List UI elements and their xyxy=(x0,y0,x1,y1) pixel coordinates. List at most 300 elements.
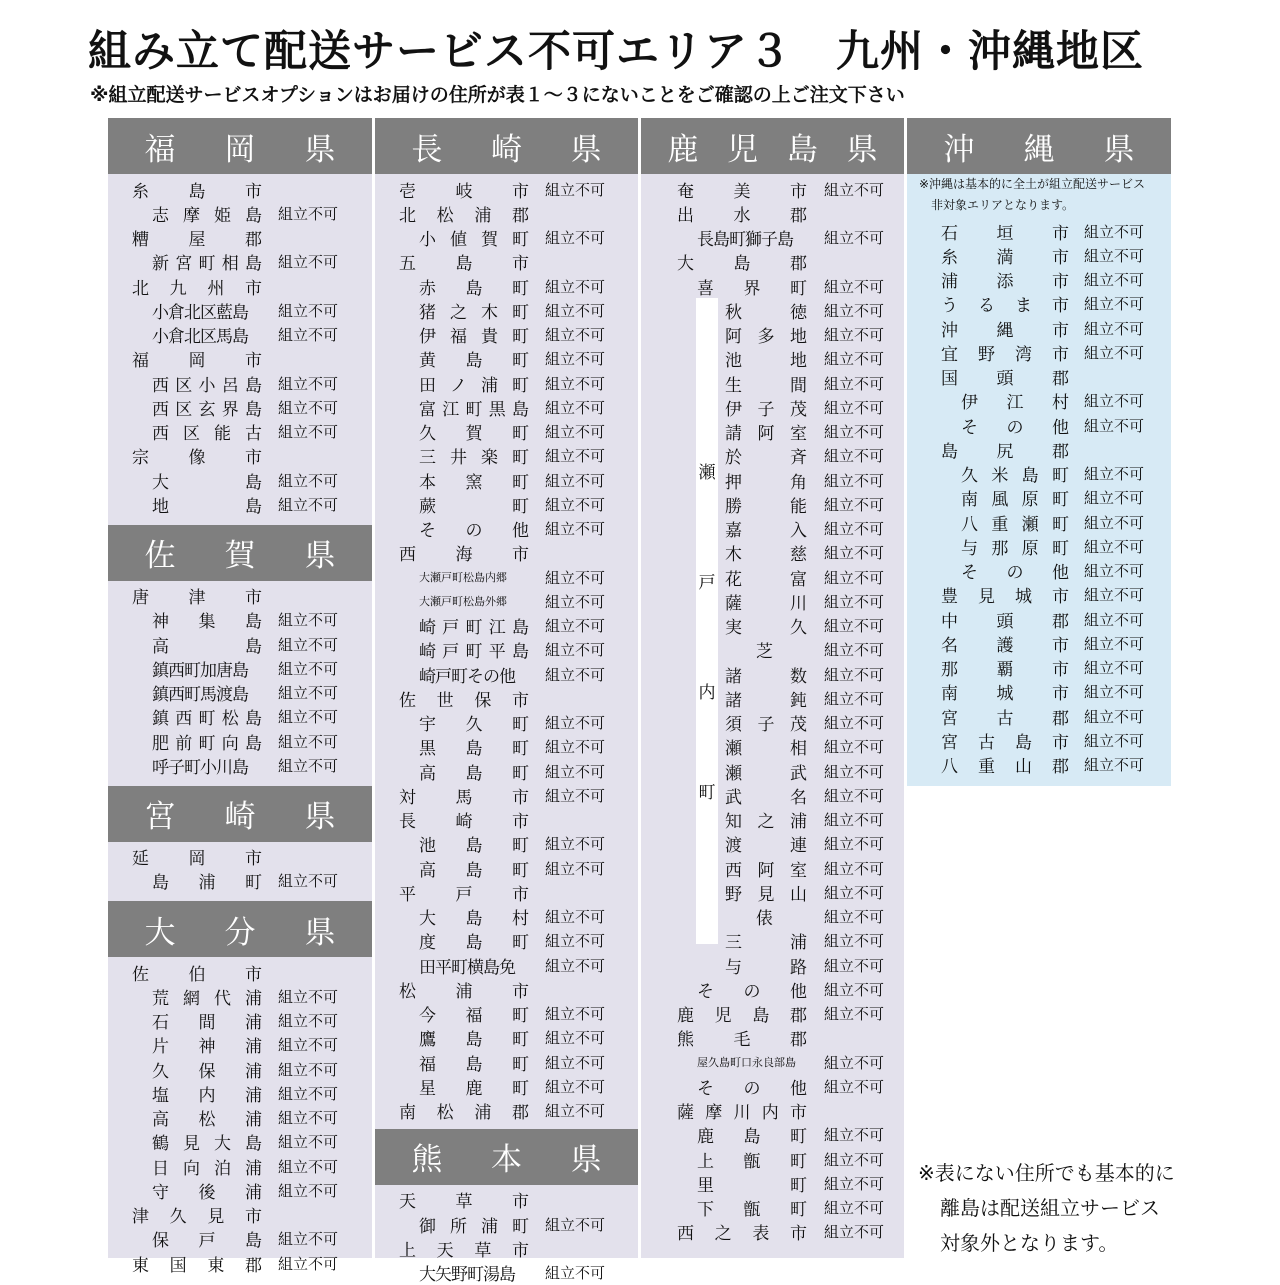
area-name: 薩 摩 川 内 市 xyxy=(677,1103,807,1123)
area-row xyxy=(108,1033,372,1057)
prefecture-header-char: 県 xyxy=(304,914,336,951)
area-name: 大 島 xyxy=(152,472,262,493)
area-name: 石 間 浦 xyxy=(152,1013,262,1033)
not-available-tag: 組立不可 xyxy=(545,326,606,344)
area-name: 宮 古 郡 xyxy=(941,708,1069,729)
area-row xyxy=(907,680,1171,704)
area-name: 呼子町小川島 xyxy=(152,757,248,778)
not-available-tag: 組立不可 xyxy=(824,495,885,514)
not-available-tag: 組立不可 xyxy=(545,423,606,441)
prefecture-header-char: 賀 xyxy=(224,538,256,574)
not-available-tag: 組立不可 xyxy=(824,786,885,805)
area-name: 秋 徳 xyxy=(725,302,807,323)
area-row xyxy=(375,492,638,516)
area-row xyxy=(108,347,372,371)
not-available-tag: 組立不可 xyxy=(278,398,339,417)
not-available-tag: 組立不可 xyxy=(278,708,339,727)
not-available-tag: 組立不可 xyxy=(824,762,885,781)
area-row xyxy=(375,759,638,783)
area-row xyxy=(641,323,904,347)
not-available-tag: 組立不可 xyxy=(545,908,606,926)
area-name: 保 戸 島 xyxy=(152,1231,262,1252)
prefecture-header xyxy=(375,118,638,174)
not-available-tag: 組立不可 xyxy=(278,1109,339,1127)
not-available-tag: 組立不可 xyxy=(545,859,606,878)
area-name: 対 馬 市 xyxy=(399,787,529,808)
not-available-tag: 組立不可 xyxy=(278,732,339,751)
not-available-tag: 組立不可 xyxy=(545,738,606,757)
prefecture-header-char: 沖 xyxy=(943,131,975,168)
not-available-tag: 組立不可 xyxy=(824,447,885,466)
prefecture-header-char: 崎 xyxy=(224,799,256,835)
prefecture-header xyxy=(907,118,1171,174)
area-name: 宮 古 島 市 xyxy=(941,732,1069,753)
not-available-tag: 組立不可 xyxy=(278,1254,339,1273)
area-name: 南 風 原 町 xyxy=(961,490,1069,511)
not-available-tag: 組立不可 xyxy=(545,1029,606,1048)
not-available-tag: 組立不可 xyxy=(824,277,885,296)
not-available-tag: 組立不可 xyxy=(1084,319,1145,338)
not-available-tag: 組立不可 xyxy=(545,1077,606,1096)
area-row xyxy=(641,274,904,298)
area-name: 高 島 町 xyxy=(419,860,529,881)
area-row xyxy=(375,905,638,929)
not-available-tag: 組立不可 xyxy=(545,714,606,732)
area-name: 五 島 市 xyxy=(399,254,529,275)
prefecture-header-char: 児 xyxy=(727,131,759,168)
not-available-tag: 組立不可 xyxy=(1084,731,1145,750)
area-name: 八 重 瀬 町 xyxy=(961,514,1069,535)
not-available-tag: 組立不可 xyxy=(824,956,885,975)
area-name: 小 値 賀 町 xyxy=(419,230,529,250)
not-available-tag: 組立不可 xyxy=(1084,343,1145,362)
area-row xyxy=(375,347,638,371)
area-name: 三 浦 xyxy=(725,933,807,954)
area-row xyxy=(641,856,904,880)
not-available-tag: 組立不可 xyxy=(278,1230,339,1249)
prefecture-header xyxy=(108,901,372,957)
area-row xyxy=(375,614,638,638)
area-name: 久 賀 町 xyxy=(419,424,529,444)
area-name: 与 那 原 町 xyxy=(961,538,1069,559)
area-name: そ の 他 xyxy=(961,563,1069,583)
area-row xyxy=(375,589,638,613)
not-available-tag: 組立不可 xyxy=(824,641,885,660)
area-row xyxy=(108,584,372,608)
area-row xyxy=(641,565,904,589)
area-name: 宇 久 町 xyxy=(419,715,529,735)
not-available-tag: 組立不可 xyxy=(545,932,606,951)
area-row xyxy=(375,1099,638,1123)
area-name: 糸 満 市 xyxy=(941,247,1069,268)
prefecture-header-char: 長 xyxy=(411,131,443,168)
not-available-tag: 組立不可 xyxy=(545,301,606,320)
prefecture-header-char: 分 xyxy=(224,914,256,951)
area-row xyxy=(641,1099,904,1123)
area-row xyxy=(375,1212,638,1236)
area-row xyxy=(108,705,372,729)
area-row xyxy=(907,753,1171,777)
not-available-tag: 組立不可 xyxy=(824,1005,885,1023)
prefecture-header-char: 県 xyxy=(1103,131,1135,168)
not-available-tag: 組立不可 xyxy=(545,956,606,975)
area-row xyxy=(108,444,372,468)
prefecture-header-char: 岡 xyxy=(224,131,256,168)
area-row xyxy=(375,735,638,759)
not-available-tag: 組立不可 xyxy=(278,1181,339,1200)
not-available-tag: 組立不可 xyxy=(545,617,606,635)
prefecture-header-char: 県 xyxy=(304,799,336,835)
not-available-tag: 組立不可 xyxy=(824,1223,885,1242)
not-available-tag: 組立不可 xyxy=(545,641,606,660)
area-name: 俵 xyxy=(756,909,773,929)
area-row xyxy=(907,292,1171,316)
area-name: 鶴 見 大 島 xyxy=(152,1134,262,1155)
area-row xyxy=(641,614,904,638)
area-name: 石 垣 市 xyxy=(941,223,1069,244)
area-name: 諸 鈍 xyxy=(725,690,807,711)
area-name: 延 岡 市 xyxy=(132,849,262,869)
area-name: 田 ノ 浦 町 xyxy=(419,375,529,396)
area-row xyxy=(641,1196,904,1220)
not-available-tag: 組立不可 xyxy=(278,659,339,678)
area-name: う る ま 市 xyxy=(941,296,1069,317)
area-name: 高 松 浦 xyxy=(152,1110,262,1130)
not-available-tag: 組立不可 xyxy=(824,471,885,490)
area-row xyxy=(108,201,372,225)
area-name: 野 見 山 xyxy=(725,884,807,905)
area-name: 嘉 入 xyxy=(725,521,807,541)
area-row xyxy=(375,298,638,322)
not-available-tag: 組立不可 xyxy=(278,611,339,630)
area-row xyxy=(108,323,372,347)
okinawa-column xyxy=(907,118,1171,786)
area-row xyxy=(375,856,638,880)
area-name: 津 久 見 市 xyxy=(132,1207,262,1227)
area-name: 渡 連 xyxy=(725,836,807,857)
area-name: 木 慈 xyxy=(725,545,807,566)
area-name: 肥 前 町 向 島 xyxy=(152,733,262,754)
area-name: 長 崎 市 xyxy=(399,812,529,832)
area-row xyxy=(375,1050,638,1074)
prefecture-header xyxy=(375,1129,638,1185)
not-available-tag: 組立不可 xyxy=(1084,392,1145,411)
not-available-tag: 組立不可 xyxy=(824,714,885,732)
area-row xyxy=(108,845,372,869)
area-name: 阿 多 地 xyxy=(725,327,807,347)
area-row xyxy=(907,437,1171,461)
area-row xyxy=(641,201,904,225)
not-available-tag: 組立不可 xyxy=(278,1012,339,1030)
area-row xyxy=(641,420,904,444)
area-name: 御 所 浦 町 xyxy=(419,1216,529,1237)
not-available-tag: 組立不可 xyxy=(1084,756,1145,774)
prefecture-header-char: 県 xyxy=(846,131,878,168)
footnote-line: 離島は配送組立サービス xyxy=(940,1196,1160,1220)
not-available-tag: 組立不可 xyxy=(1084,246,1145,265)
area-row xyxy=(108,1154,372,1178)
area-row xyxy=(641,832,904,856)
not-available-tag: 組立不可 xyxy=(1084,513,1145,532)
not-available-tag: 組立不可 xyxy=(545,1005,606,1023)
area-name: 国 頭 郡 xyxy=(941,369,1069,389)
not-available-tag: 組立不可 xyxy=(278,326,339,344)
area-row xyxy=(907,559,1171,583)
prefecture-header-char: 宮 xyxy=(144,799,176,835)
setouchi-vertical-char: 戸 xyxy=(698,573,716,593)
area-name: 松 浦 市 xyxy=(399,981,529,1002)
area-name: 南 松 浦 郡 xyxy=(399,1103,529,1123)
area-name: 薩 川 xyxy=(725,593,807,614)
not-available-tag: 組立不可 xyxy=(824,398,885,417)
area-name: 鹿 島 町 xyxy=(697,1127,807,1148)
area-row xyxy=(108,274,372,298)
area-row xyxy=(641,1123,904,1147)
area-row xyxy=(641,1074,904,1098)
area-row xyxy=(375,977,638,1001)
area-row xyxy=(907,728,1171,752)
area-row xyxy=(108,1106,372,1130)
area-name: 島 浦 町 xyxy=(152,873,262,894)
area-name: 地 島 xyxy=(152,496,262,517)
area-row xyxy=(108,1227,372,1251)
area-row xyxy=(108,177,372,201)
setouchi-vertical-char: 町 xyxy=(698,783,716,803)
area-name: 大 島 村 xyxy=(419,909,529,929)
area-name: 出 水 郡 xyxy=(677,205,807,226)
area-row xyxy=(375,711,638,735)
area-row xyxy=(108,632,372,656)
area-row xyxy=(907,607,1171,631)
prefecture-header-char: 鹿 xyxy=(667,131,699,168)
prefecture-header-char: 熊 xyxy=(411,1142,443,1179)
area-name: 塩 内 浦 xyxy=(152,1085,262,1106)
area-name: 崎戸町その他 xyxy=(419,666,515,687)
area-row xyxy=(641,783,904,807)
area-name: 高 島 町 xyxy=(419,763,529,784)
area-row xyxy=(108,656,372,680)
page-subtitle: ※組立配送サービスオプションはお届けの住所が表１～３にないことをご確認の上ご注文下さい xyxy=(90,84,905,106)
area-name: 長島町獅子島 xyxy=(697,230,793,250)
page-title: 組み立て配送サービス不可エリア３ 九州・沖縄地区 xyxy=(88,27,1144,77)
area-row xyxy=(375,929,638,953)
area-name: 高 島 xyxy=(152,636,262,657)
not-available-tag: 組立不可 xyxy=(545,592,606,611)
not-available-tag: 組立不可 xyxy=(1084,562,1145,580)
not-available-tag: 組立不可 xyxy=(824,811,885,829)
prefecture-header-char: 大 xyxy=(144,914,176,951)
area-row xyxy=(641,1171,904,1195)
area-row xyxy=(108,1081,372,1105)
area-name: そ の 他 xyxy=(419,521,529,541)
area-name: 瀬 武 xyxy=(725,763,807,784)
area-name: 瀬 相 xyxy=(725,739,807,760)
area-name: そ の 他 xyxy=(697,1078,807,1099)
area-name: 鎮西町馬渡島 xyxy=(152,685,248,705)
area-row xyxy=(375,1261,638,1285)
not-available-tag: 組立不可 xyxy=(824,1077,885,1096)
area-name: 北 九 州 市 xyxy=(132,278,262,299)
not-available-tag: 組立不可 xyxy=(824,350,885,369)
area-name: 実 久 xyxy=(725,618,807,638)
kagoshima-column xyxy=(641,118,904,1258)
prefecture-header xyxy=(641,118,904,174)
not-available-tag: 組立不可 xyxy=(545,495,606,514)
prefecture-header xyxy=(108,525,372,581)
not-available-tag: 組立不可 xyxy=(824,665,885,684)
not-available-tag: 組立不可 xyxy=(824,520,885,538)
area-row xyxy=(375,638,638,662)
area-row xyxy=(641,444,904,468)
not-available-tag: 組立不可 xyxy=(1084,634,1145,653)
area-row xyxy=(641,468,904,492)
area-row xyxy=(641,977,904,1001)
area-name: 西 阿 室 xyxy=(725,860,807,881)
area-name: 芝 xyxy=(756,642,773,663)
area-row xyxy=(641,347,904,371)
area-row xyxy=(641,177,904,201)
area-row xyxy=(108,753,372,777)
area-row xyxy=(907,583,1171,607)
area-row xyxy=(641,1147,904,1171)
area-name: 壱 岐 市 xyxy=(399,181,529,202)
area-row xyxy=(108,226,372,250)
area-row xyxy=(375,783,638,807)
prefecture-header-char: 島 xyxy=(786,131,818,168)
area-row xyxy=(375,1074,638,1098)
area-row xyxy=(375,1236,638,1260)
area-row xyxy=(641,759,904,783)
prefecture-header-char: 縄 xyxy=(1023,131,1055,168)
not-available-tag: 組立不可 xyxy=(1084,295,1145,314)
not-available-tag: 組立不可 xyxy=(545,835,606,854)
not-available-tag: 組立不可 xyxy=(1084,683,1145,702)
not-available-tag: 組立不可 xyxy=(824,592,885,611)
area-row xyxy=(108,420,372,444)
footnote-line: 対象外となります。 xyxy=(940,1231,1119,1255)
not-available-tag: 組立不可 xyxy=(545,568,606,587)
not-available-tag: 組立不可 xyxy=(1084,489,1145,508)
area-name: 守 後 浦 xyxy=(152,1182,262,1203)
area-row xyxy=(907,340,1171,364)
area-name: 諸 数 xyxy=(725,666,807,687)
area-name: 崎 戸 町 平 島 xyxy=(419,642,529,663)
not-available-tag: 組立不可 xyxy=(824,301,885,320)
area-name: 南 城 市 xyxy=(941,684,1069,705)
not-available-tag: 組立不可 xyxy=(824,423,885,441)
prefecture-header-char: 県 xyxy=(570,131,602,168)
area-row xyxy=(375,565,638,589)
area-name: 大瀬戸町松島内郷 xyxy=(419,571,507,584)
not-available-tag: 組立不可 xyxy=(278,301,339,320)
area-name: 島 尻 郡 xyxy=(941,441,1069,462)
area-name: 里 町 xyxy=(697,1175,807,1196)
area-name: 崎 戸 町 江 島 xyxy=(419,618,529,638)
area-name: 八 重 山 郡 xyxy=(941,757,1069,777)
prefecture-header-char: 県 xyxy=(570,1142,602,1179)
area-name: 奄 美 市 xyxy=(677,181,807,202)
area-row xyxy=(108,298,372,322)
area-row xyxy=(108,1057,372,1081)
not-available-tag: 組立不可 xyxy=(824,835,885,854)
area-row xyxy=(641,686,904,710)
area-row xyxy=(108,984,372,1008)
not-available-tag: 組立不可 xyxy=(278,1060,339,1079)
area-row xyxy=(375,177,638,201)
not-available-tag: 組立不可 xyxy=(278,756,339,775)
area-row xyxy=(375,444,638,468)
area-name: 武 名 xyxy=(725,787,807,808)
area-name: 池 地 xyxy=(725,351,807,372)
area-name: 黒 島 町 xyxy=(419,739,529,760)
area-row xyxy=(375,226,638,250)
not-available-tag: 組立不可 xyxy=(278,635,339,654)
not-available-tag: 組立不可 xyxy=(1084,537,1145,556)
area-name: 名 護 市 xyxy=(941,635,1069,656)
not-available-tag: 組立不可 xyxy=(545,277,606,296)
area-name: 生 間 xyxy=(725,375,807,396)
area-name: 田平町横島免 xyxy=(419,957,515,978)
area-name: 請 阿 室 xyxy=(725,424,807,444)
not-available-tag: 組立不可 xyxy=(1084,707,1145,726)
area-name: そ の 他 xyxy=(697,981,807,1002)
not-available-tag: 組立不可 xyxy=(278,374,339,393)
area-name: 西 海 市 xyxy=(399,545,529,566)
area-row xyxy=(907,462,1171,486)
area-row xyxy=(375,201,638,225)
not-available-tag: 組立不可 xyxy=(824,1199,885,1217)
area-name: 三 井 楽 町 xyxy=(419,448,529,469)
area-name: 中 頭 郡 xyxy=(941,611,1069,632)
area-name: 志 摩 姫 島 xyxy=(152,205,262,226)
area-name: 鎮 西 町 松 島 xyxy=(152,709,262,730)
area-name: 西 之 表 市 xyxy=(677,1224,807,1245)
area-row xyxy=(641,662,904,686)
area-row xyxy=(641,1002,904,1026)
not-available-tag: 組立不可 xyxy=(278,423,339,441)
area-row xyxy=(641,638,904,662)
area-name: 福 島 町 xyxy=(419,1054,529,1075)
area-name: 池 島 町 xyxy=(419,836,529,857)
fukuoka-saga-miyazaki-oita-column xyxy=(108,118,372,1276)
area-row xyxy=(641,905,904,929)
area-name: 本 窯 町 xyxy=(419,472,529,493)
area-row xyxy=(108,681,372,705)
area-name: 宗 像 市 xyxy=(132,448,262,469)
area-row xyxy=(108,1130,372,1154)
not-available-tag: 組立不可 xyxy=(545,1264,606,1282)
not-available-tag: 組立不可 xyxy=(545,786,606,805)
prefecture-header-char: 福 xyxy=(144,131,176,168)
area-row xyxy=(375,1002,638,1026)
not-available-tag: 組立不可 xyxy=(278,1133,339,1152)
area-name: 今 福 町 xyxy=(419,1006,529,1026)
area-name: 荒 網 代 浦 xyxy=(152,988,262,1009)
area-row xyxy=(641,371,904,395)
area-row xyxy=(641,517,904,541)
area-name: 日 向 泊 浦 xyxy=(152,1158,262,1179)
not-available-tag: 組立不可 xyxy=(545,398,606,417)
okinawa-note-line: ※沖縄は基本的に全土が組立配送サービス xyxy=(919,177,1146,191)
area-name: 唐 津 市 xyxy=(132,588,262,608)
area-name: 猪 之 木 町 xyxy=(419,302,529,323)
area-name: 西 区 能 古 xyxy=(152,424,262,444)
not-available-tag: 組立不可 xyxy=(545,520,606,538)
area-name: 佐 世 保 市 xyxy=(399,690,529,711)
nagasaki-kumamoto-column xyxy=(375,118,638,1285)
not-available-tag: 組立不可 xyxy=(545,374,606,393)
area-name: 糟 屋 郡 xyxy=(132,230,262,250)
